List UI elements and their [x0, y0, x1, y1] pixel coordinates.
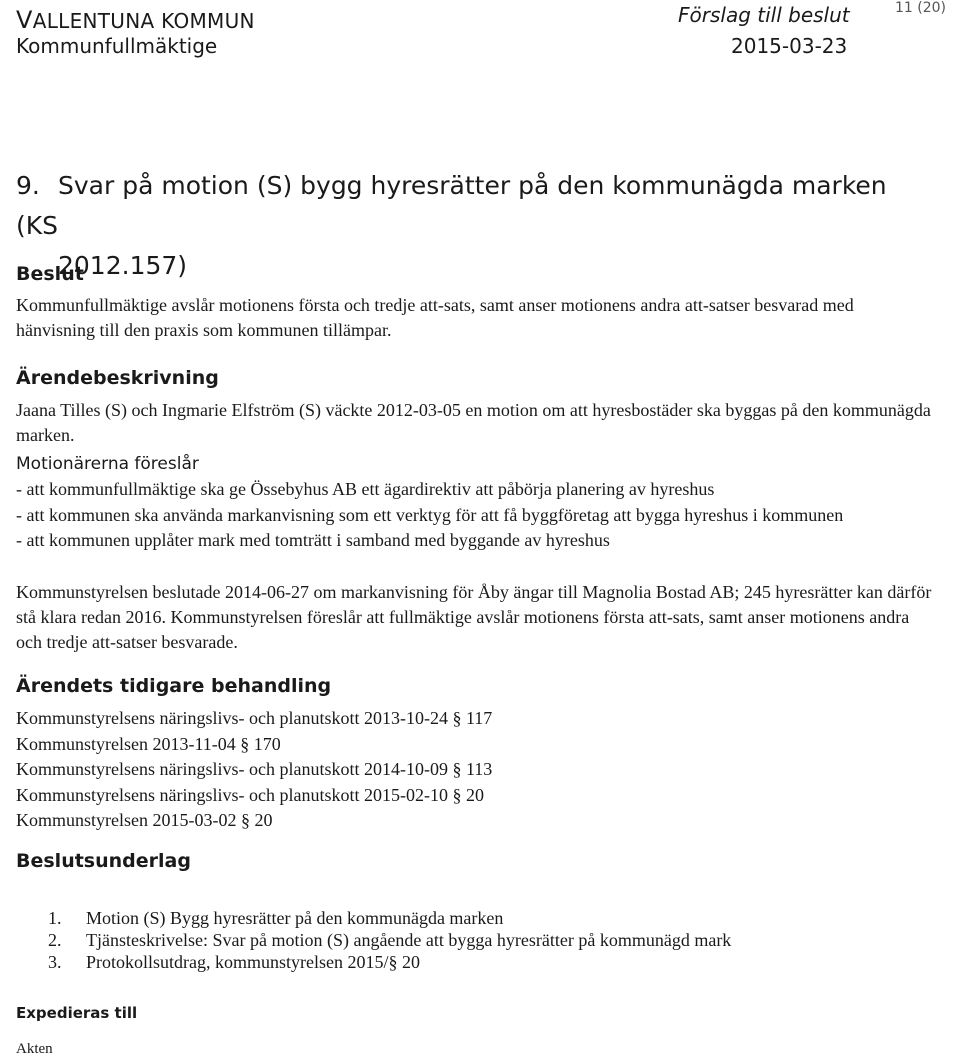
item-title-line2: 2012.157) — [58, 251, 188, 280]
list-item: Kommunstyrelsen 2013-11-04 § 170 — [16, 733, 281, 754]
beslut-heading: Beslut — [16, 263, 84, 285]
tidigare-heading: Ärendets tidigare behandling — [16, 675, 332, 697]
organization-name — [16, 6, 255, 34]
list-item — [48, 951, 928, 973]
beslutsunderlag-heading: Beslutsunderlag — [16, 850, 191, 872]
list-item: Kommunstyrelsens näringslivs- och planutskott 2013-10-24 § 117 — [16, 708, 493, 728]
organization-rest: ALLENTUNA KOMMUN — [32, 9, 255, 33]
expedieras-heading: Expedieras till — [16, 1004, 138, 1022]
document-date: 2015-03-23 — [731, 34, 848, 58]
list-item: Kommunstyrelsens näringslivs- och planutskott 2014-10-09 § 113 — [16, 759, 493, 779]
item-title-line1: Svar på motion (S) bygg hyresrätter på den kommunägda marken (KS — [16, 171, 887, 240]
proposals-list — [16, 477, 936, 554]
list-text: Protokollsutdrag, kommunstyrelsen 2015/§ 20 — [86, 952, 420, 972]
list-item: Kommunstyrelsen 2015-03-02 § 20 — [16, 810, 273, 830]
beslutsunderlag-list — [48, 907, 928, 973]
list-text: Motion (S) Bygg hyresrätter på den kommunägda marken — [86, 908, 504, 928]
list-item: Kommunstyrelsens näringslivs- och planutskott 2015-02-10 § 20 — [16, 784, 484, 805]
expedieras-recipient: Akten — [16, 1041, 53, 1057]
item-title — [16, 166, 936, 286]
item-number: 9. — [16, 171, 40, 200]
arendebeskrivning-conclusion: Kommunstyrelsen beslutade 2014-06-27 om markanvisning för Åby ängar till Magnolia Bostad AB; 245 hyresrätter kan därför stå klara redan 2016. Kommunstyrelsen föreslår att fullmäktige avslår motionens första att-sats, samt anser motionens andra och tredje att-satser besvarade. — [16, 582, 932, 652]
list-number: 2. — [48, 930, 62, 950]
page-number: 11 (20) — [895, 0, 947, 16]
list-number: 1. — [48, 908, 62, 928]
organization-initial: V — [16, 6, 33, 34]
list-item — [48, 907, 928, 929]
list-item: - att kommunfullmäktige ska ge Össebyhus AB ett ägardirektiv att påbörja planering av hyreshus — [16, 479, 715, 499]
tidigare-list — [16, 706, 936, 834]
list-item: - att kommunen ska använda markanvisning som ett verktyg för att få byggföretag att bygga hyreshus i kommunen — [16, 504, 844, 525]
body-name: Kommunfullmäktige — [16, 34, 218, 58]
list-item — [48, 929, 928, 951]
beslut-text: Kommunfullmäktige avslår motionens första och tredje att-sats, samt anser motionens andra att-satser besvarad med hänvisning till den praxis som kommunen tillämpar. — [16, 295, 854, 340]
list-item: - att kommunen upplåter mark med tomträtt i samband med byggande av hyreshus — [16, 530, 610, 550]
list-text: Tjänsteskrivelse: Svar på motion (S) angående att bygga hyresrätter på kommunägd mark — [86, 930, 732, 950]
arendebeskrivning-intro: Jaana Tilles (S) och Ingmarie Elfström (S) väckte 2012-03-05 en motion om att hyresbostäder ska byggas på den kommunägda marken. — [16, 400, 931, 445]
arendebeskrivning-heading: Ärendebeskrivning — [16, 367, 219, 389]
proposals-label: Motionärerna föreslår — [16, 454, 199, 474]
document-type: Förslag till beslut — [678, 3, 850, 27]
list-number: 3. — [48, 952, 62, 972]
